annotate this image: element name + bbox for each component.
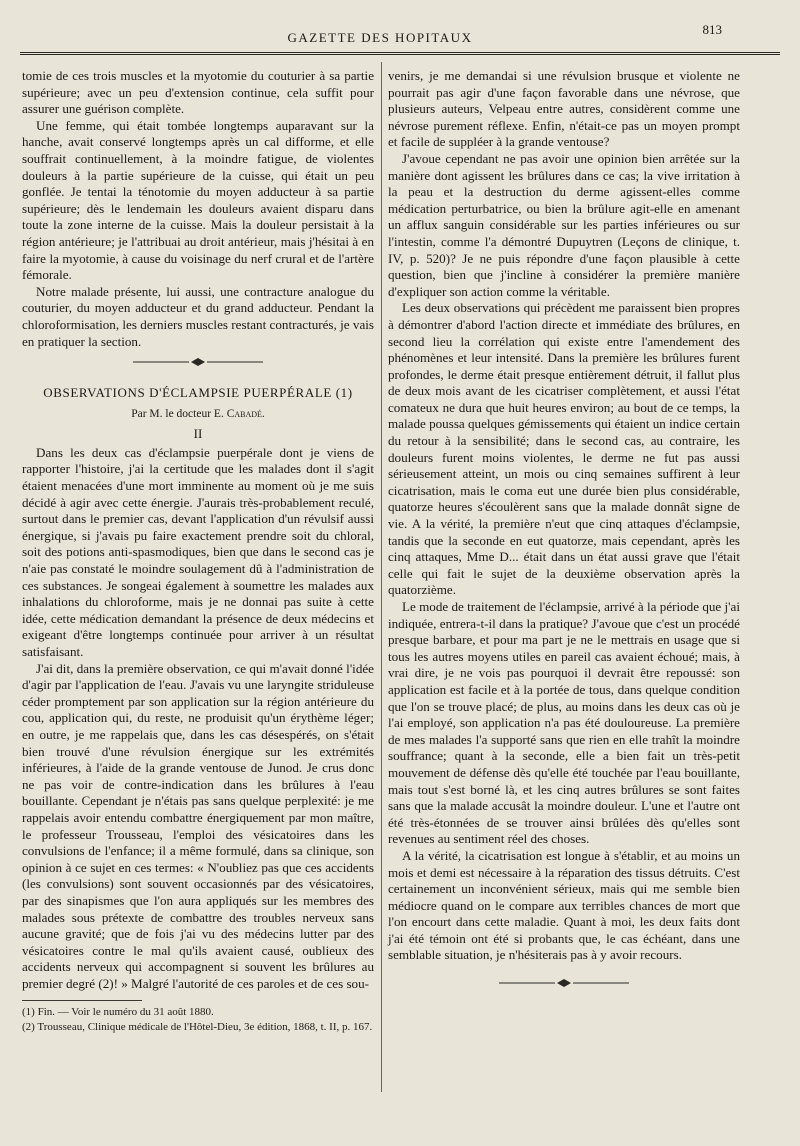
paragraph: tomie de ces trois muscles et la myotomie du couturier à sa partie supérieure; avec un peu d'extension continue, cela suffit pour assurer une guérison complète. — [22, 68, 374, 117]
paragraph: venirs, je me demandai si une révulsion brusque et violente ne pourrait pas agir d'une façon favorable dans une névrose, que plusieurs auteurs, Velpeau entre autres, considèrent comme une névrose purement réflexe. Enfin, n'était-ce pas un moyen prompt et facile de suppléer à la grande ventouse? — [388, 68, 740, 150]
running-header-title: GAZETTE DES HOPITAUX — [287, 30, 473, 45]
right-column — [388, 68, 740, 996]
column-divider — [381, 62, 382, 1092]
author-name: E. Cabadé. — [213, 407, 265, 420]
paragraph: Une femme, qui était tombée longtemps auparavant sur la hanche, avait conservé longtemps après un cal difforme, et elle souffrait continuellement, à la moindre fatigue, de violentes douleurs à la partie supérieure de la cuisse, qui était un peu gonflée. Je tentai la ténotomie du moyen adducteur à sa partie supérieure; dès le lendemain les douleurs avaient disparu dans toute la zone interne de la cuisse. Mais la douleur persistait à la région antérieure; je l'attribuai au droit antérieur, mais j'hésitai à en faire la myotomie, à cause du voisinage du nerf crural et de l'artère fémorale. — [22, 117, 374, 283]
ornament-divider-icon — [133, 357, 263, 367]
author-prefix: Par M. le docteur — [131, 407, 212, 420]
paragraph: J'ai dit, dans la première observation, ce qui m'avait donné l'idée d'agir par l'application de l'eau. J'avais vu une laryngite striduleuse céder promptement par son application sur la région antérieure du cou, application qui, du reste, ne produisit qu'un érythème léger; en outre, je me rappelais que, dans les cas désespérés, on s'était bien trouvé d'une révulsion énergique sur les extrémités inférieures, à l'aide de la grande ventouse de Junod. Je crus donc ne pas voir de contre-indication dans les brûlures à l'eau bouillante. Cependant je n'étais pas sans quelque perplexité: je me rappelais avoir entendu combattre énergiquement par mon maître, le professeur Trousseau, l'emploi des vésicatoires dans les convulsions de l'enfance; il a même formulé, dans sa clinique, son opinion à ce sujet en ces termes: « N'oubliez pas que ces accidents (les convulsions) sont souvent occasionnés par des vésicatoires, par des sinapismes que l'on aura appliqués sur les membres des malades sous prétexte de combattre des troubles nerveux sans aucune gravité; que de fois j'ai vu des médecins lutter par des vésicatoires contre le mal qu'ils avaient causé, oublieux des accidents nerveux qui accompagnent si souvent les brûlures au premier degré (2)! » Malgré l'autorité de ces paroles et de ces sou- — [22, 660, 374, 991]
paragraph: Dans les deux cas d'éclampsie puerpérale dont je viens de rapporter l'histoire, j'ai la certitude que les malades dont il s'agit étaient menacées d'une mort imminente au moment où je me suis décidé à agir avec cette énergie. J'aurais très-probablement reculé, surtout dans le premier cas, devant l'application d'un révulsif aussi énergique, si j'avais pu faire exactement prendre soit du chloral, soit des potions anti-spasmodiques, bien que dans le second cas je n'aie pas constaté le moindre soulagement dû à l'administration de ces substances. Je songeai également à soumettre les malades aux inhalations du chloroforme, mais je ne donnai pas suite à cette idée, cette médication demandant la présence de deux médecins et exigeant d'être longtemps continuée pour arriver à un résultat satisfaisant. — [22, 444, 374, 659]
footnote: (1) Fin. — Voir le numéro du 31 août 1880. — [22, 1006, 214, 1019]
paragraph: A la vérité, la cicatrisation est longue à s'établir, et au moins un mois et demi est nécessaire à la réparation des tissus détruits. C'est certainement un inconvénient sérieux, mais qui me semble bien médiocre quand on le compare aux terribles chances de mort que l'on encourt dans cette maladie. Quant à moi, les deux faits dont j'ai été témoin ont été si probants que, le cas échéant, dans une semblable situation, je n'hésiterais pas à y avoir recours. — [388, 847, 740, 963]
left-column — [22, 68, 374, 1035]
ornament-divider-icon — [499, 978, 629, 988]
paragraph: Le mode de traitement de l'éclampsie, arrivé à la période que j'ai indiquée, entrera-t-il dans la pratique? J'avoue que c'est un procédé presque barbare, et pour ma part je ne le mettrais en usage que si tous les autres moyens utiles en pareil cas avaient échoué; mais, à vrai dire, je ne vois pas pourquoi il devrait être repoussé: son application est facile et à la portée de tous, dans quelque condition que l'on se trouve placé; de plus, au moins dans les deux cas où je l'ai employé, son application n'a pas été douloureuse. La première de mes malades l'a supporté sans que rien en elle trahît la moindre souffrance; quant à la seconde, elle a bien fait un très-petit mouvement de défense dès qu'elle été touchée par l'eau bouillante, mais tout s'est borné là, et les cinq autres brûlures se sont faites sans que la malade accusât la moindre douleur. L'une et l'autre ont été très-étonnées de se trouver ainsi brûlées dès qu'elles sont revenues au sentiment réel des choses. — [388, 599, 740, 847]
footnotes — [22, 1005, 374, 1034]
article-author — [22, 406, 374, 423]
footnote: (2) Trousseau, Clinique médicale de l'Hôtel-Dieu, 3e édition, 1868, t. II, p. 167. — [22, 1021, 373, 1034]
paragraph: Notre malade présente, lui aussi, une contracture analogue du couturier, du moyen adducteur et du grand adducteur. Pendant la chloroformisation, les derniers muscles restant contracturés, je vais en pratiquer la section. — [22, 283, 374, 349]
header-double-rule — [20, 52, 780, 55]
footnote-rule — [22, 1000, 142, 1001]
paragraph: Les deux observations qui précèdent me paraissent bien propres à démontrer d'abord l'action directe et immédiate des brûlures, en second lieu la corrélation qui existe entre l'amendement des phénomènes et leur intensité. Dans la première les brûlures furent profondes, le derme était presque entièrement détruit, il fallut plus de deux mois avant de les cicatriser complètement, et aussi l'état comateux ne dura que huit heures environ; au bout de ce temps, la malade poussa quelques gémissements qui étaient un indice certain du retour à la sensibilité; dans le second cas, au contraire, les douleurs furent moins violentes, le derme ne fut pas aussi sérieusement atteint, un mois ou cinq semaines suffirent à leur cicatrisation, mais le coma eut une durée bien plus considérable, quatorze heures s'écoulèrent sans que la malade donnât signe de vie. A la vérité, la première n'eut que cinq attaques d'éclampsie, tandis que la seconde en eut quatorze, mais cependant, après les cinq attaques, Mme D... était dans un état aussi grave que l'était celle qui fait le sujet de la deuxième observation après la quatorzième. — [388, 300, 740, 598]
paragraph: J'avoue cependant ne pas avoir une opinion bien arrêtée sur la manière dont agissent les brûlures dans ce cas; la vive irritation à la peau et la destruction du derme agissent-elles comme médication perturbatrice, ou bien la brûlure agit-elle en amenant un afflux sanguin considérable sur les parties inférieures ou sur l'intestin, comme l'a démontré Dupuytren (Leçons de clinique, t. IV, p. 520)? Je ne puis répondre d'une façon plausible à cette question, bien que j'incline à considérer la première manière d'expliquer son action comme la véritable. — [388, 150, 740, 299]
page-number: 813 — [702, 22, 722, 37]
article-title: OBSERVATIONS D'ÉCLAMPSIE PUERPÉRALE (1) — [43, 385, 353, 401]
section-number: II — [193, 426, 203, 442]
